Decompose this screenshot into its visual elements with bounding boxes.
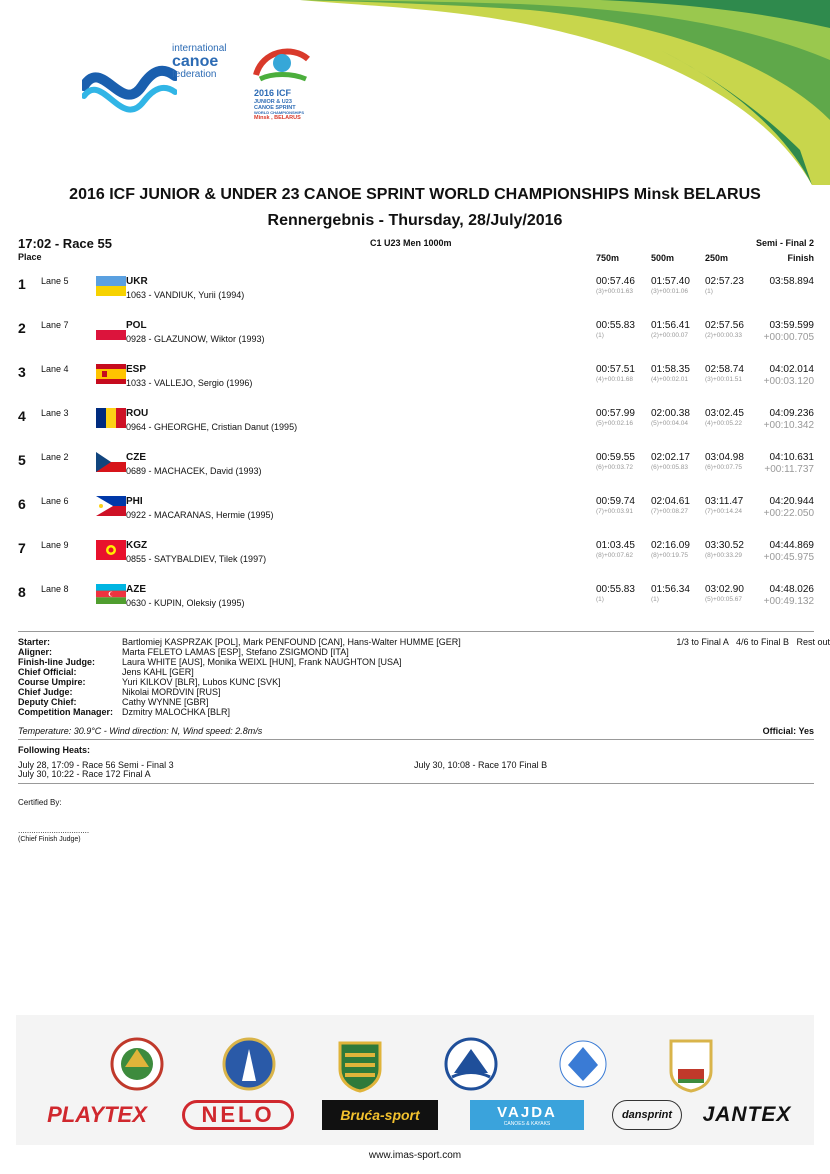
result-athlete: 0928 - GLAZUNOW, Wiktor (1993) (126, 334, 265, 344)
finish (764, 364, 814, 387)
finish (764, 584, 814, 607)
split-250-diff: (4)+00:05.22 (705, 420, 743, 427)
result-place: 3 (18, 364, 26, 380)
country-flag-icon (96, 364, 126, 384)
icf-logo-line3: federation (172, 69, 217, 80)
icf-logo-line1: international (172, 43, 227, 54)
sports-ministry-emblem-icon (556, 1035, 610, 1093)
split-750 (596, 496, 646, 515)
col-header-place: Place (18, 252, 42, 262)
sponsor-vajda-text: VAJDA (497, 1103, 557, 1121)
split-750-time: 00:59.55 (596, 452, 635, 463)
result-country: POL (126, 320, 147, 331)
split-500 (651, 364, 701, 383)
finish-behind: +00:45.975 (763, 552, 814, 563)
split-250 (705, 276, 755, 295)
result-lane: Lane 7 (41, 320, 69, 330)
sponsor-plastex (38, 1100, 156, 1130)
officials-divider (18, 631, 814, 632)
result-place: 7 (18, 540, 26, 556)
federation-emblem-icon (110, 1035, 164, 1093)
sponsor-dansprint (612, 1100, 682, 1130)
heats-divider (18, 739, 814, 740)
finish-time: 03:58.894 (769, 276, 814, 287)
split-750-time: 00:55.83 (596, 320, 635, 331)
country-flag-icon (96, 320, 126, 340)
result-row (18, 538, 814, 578)
icf-wave-icon (82, 46, 177, 126)
split-500-time: 02:16.09 (651, 540, 690, 551)
split-250-diff: (7)+00:14.24 (705, 508, 743, 515)
finish-behind: +00:49.132 (763, 596, 814, 607)
split-500-diff: (6)+00:05.83 (651, 464, 689, 471)
split-750 (596, 408, 646, 427)
official-names: Nikolai MORDVIN [RUS] (122, 687, 221, 697)
sponsor-plastex-text: PLAYTEX (47, 1102, 147, 1127)
split-500-time: 01:57.40 (651, 276, 690, 287)
result-row (18, 406, 814, 446)
split-500 (651, 408, 701, 427)
result-row (18, 318, 814, 358)
weather-info: Temperature: 30.9°C - Wind direction: N, Wind speed: 2.8m/s (18, 726, 263, 736)
result-lane: Lane 3 (41, 408, 69, 418)
sponsor-nelo-text: NELO (201, 1102, 275, 1127)
icf-logo (82, 40, 242, 130)
split-500-time: 01:56.34 (651, 584, 690, 595)
split-500-diff: (5)+00:04.04 (651, 420, 689, 427)
finish-behind: +00:00.705 (763, 332, 814, 343)
split-500-diff: (1) (651, 596, 659, 603)
result-athlete: 0855 - SATYBALDIEV, Tilek (1997) (126, 554, 267, 564)
certified-divider (18, 783, 814, 784)
sponsor-vajda (470, 1100, 584, 1130)
split-750-time: 01:03.45 (596, 540, 635, 551)
split-750-time: 00:59.74 (596, 496, 635, 507)
result-country: AZE (126, 584, 146, 595)
following-heat-1: July 28, 17:09 - Race 56 Semi - Final 3 (18, 760, 174, 770)
split-500 (651, 276, 701, 295)
result-athlete: 0630 - KUPIN, Oleksiy (1995) (126, 598, 245, 608)
split-250 (705, 540, 755, 559)
canoe-federation-emblem-icon (444, 1035, 498, 1093)
result-row (18, 450, 814, 490)
split-500-time: 02:02.17 (651, 452, 690, 463)
official-names: Marta FELETO LAMAS [ESP], Stefano ZSIGMOND [ITA] (122, 647, 349, 657)
officials-list (18, 637, 814, 717)
split-250-time: 02:58.74 (705, 364, 744, 375)
result-place: 8 (18, 584, 26, 600)
official-role: Chief Official: (18, 667, 77, 677)
result-athlete: 0964 - GHEORGHE, Cristian Danut (1995) (126, 422, 298, 432)
finish (764, 320, 814, 343)
split-750-time: 00:57.51 (596, 364, 635, 375)
split-250 (705, 408, 755, 427)
official-role: Starter: (18, 637, 51, 647)
split-500-time: 02:00.38 (651, 408, 690, 419)
race-time: 17:02 - Race 55 (18, 236, 112, 251)
footer-url: www.imas-sport.com (368, 1150, 462, 1161)
result-country: KGZ (126, 540, 148, 551)
split-500-diff: (7)+00:08.27 (651, 508, 689, 515)
official-role: Finish-line Judge: (18, 657, 96, 667)
split-250-diff: (8)+00:33.29 (705, 552, 743, 559)
sponsor-jantex (702, 1100, 792, 1130)
split-750-diff: (1) (596, 596, 604, 603)
split-750-time: 00:57.46 (596, 276, 635, 287)
result-place: 6 (18, 496, 26, 512)
split-250-diff: (5)+00:05.67 (705, 596, 743, 603)
following-heat-2: July 30, 10:22 - Race 172 Final A (18, 769, 151, 779)
split-500 (651, 496, 701, 515)
official-names: Bartlomiej KASPRZAK [POL], Mark PENFOUND [CAN], Hans-Walter HUMME [GER] (122, 637, 461, 647)
official-status: Official: Yes (762, 726, 814, 736)
split-250 (705, 320, 755, 339)
result-place: 4 (18, 408, 26, 424)
result-lane: Lane 4 (41, 364, 69, 374)
official-role: Deputy Chief: (18, 697, 77, 707)
split-500-diff: (2)+00:00.07 (651, 332, 689, 339)
finish-time: 04:44.869 (769, 540, 814, 551)
official-names: Laura WHITE [AUS], Monika WEIXL [HUN], Frank NAUGHTON [USA] (122, 657, 402, 667)
signature-line: ................................ (18, 826, 90, 835)
result-place: 1 (18, 276, 26, 292)
result-athlete: 0689 - MACHACEK, David (1993) (126, 466, 262, 476)
col-header-500: 500m (651, 253, 675, 263)
finish-time: 04:09.236 (769, 408, 814, 419)
champ-logo-line3: CANOE SPRINT (254, 104, 296, 111)
championship-logo (252, 45, 312, 130)
official-row (18, 687, 814, 697)
result-country: UKR (126, 276, 148, 287)
country-flag-icon (96, 452, 126, 472)
split-250-diff: (2)+00:00.33 (705, 332, 743, 339)
finish-time: 04:02.014 (769, 364, 814, 375)
champ-logo-line5: Minsk , BELARUS (254, 115, 301, 122)
country-flag-icon (96, 408, 126, 428)
document-title: 2016 ICF JUNIOR & UNDER 23 CANOE SPRINT WORLD CHAMPIONSHIPS Minsk BELARUS (69, 186, 761, 203)
split-750 (596, 364, 646, 383)
col-header-250: 250m (705, 253, 729, 263)
official-role: Chief Judge: (18, 687, 73, 697)
split-500 (651, 584, 701, 603)
sponsor-vajda-subtext: CANOES & KAYAKS (503, 1120, 551, 1127)
result-row (18, 274, 814, 314)
split-500-time: 01:58.35 (651, 364, 690, 375)
official-role: Course Umpire: (18, 677, 86, 687)
following-heat-3: July 30, 10:08 - Race 170 Final B (414, 760, 548, 770)
split-250-time: 03:02.45 (705, 408, 744, 419)
split-750 (596, 452, 646, 471)
split-250-time: 03:30.52 (705, 540, 744, 551)
result-athlete: 1063 - VANDIUK, Yurii (1994) (126, 290, 245, 300)
finish-time: 04:48.026 (769, 584, 814, 595)
following-heats-title: Following Heats: (18, 745, 90, 755)
document-subtitle: Rennergebnis - Thursday, 28/July/2016 (267, 212, 563, 229)
official-role: Competition Manager: (18, 707, 114, 717)
sponsor-braca-sport-text: Bruća-sport (340, 1107, 420, 1123)
finish-behind: +00:03.120 (763, 376, 814, 387)
split-500-diff: (3)+00:01.06 (651, 288, 689, 295)
official-role: Aligner: (18, 647, 53, 657)
split-250-time: 03:11.47 (705, 496, 744, 507)
col-header-finish: Finish (787, 253, 814, 263)
result-country: CZE (126, 452, 146, 463)
official-names: Yuri KILKOV [BLR], Lubos KUNC [SVK] (122, 677, 281, 687)
split-250 (705, 584, 755, 603)
official-names: Dzmitry MALOCHKA [BLR] (122, 707, 231, 717)
champ-logo-line4: WORLD CHAMPIONSHIPS (254, 109, 304, 115)
split-750-time: 00:55.83 (596, 584, 635, 595)
col-header-750: 750m (596, 253, 620, 263)
split-250-diff: (3)+00:01.51 (705, 376, 743, 383)
country-flag-icon (96, 276, 126, 296)
official-row (18, 667, 814, 677)
olympic-committee-emblem-icon (664, 1035, 718, 1093)
champ-logo-line1: 2016 ICF (254, 88, 292, 98)
race-phase: Semi - Final 2 (755, 238, 814, 248)
split-500-time: 01:56.41 (651, 320, 690, 331)
result-row (18, 494, 814, 534)
result-row (18, 582, 814, 622)
split-750 (596, 584, 646, 603)
split-250 (705, 496, 755, 515)
race-header (18, 236, 814, 264)
finish-behind: +00:11.737 (764, 464, 814, 475)
qualification-rule: 1/3 to Final A 4/6 to Final B Rest out (676, 637, 830, 647)
split-750 (596, 320, 646, 339)
result-lane: Lane 6 (41, 496, 69, 506)
split-500 (651, 452, 701, 471)
country-flag-icon (96, 496, 126, 516)
split-750 (596, 540, 646, 559)
paddler-icon (252, 45, 312, 87)
sponsor-jantex-text: JANTEX (702, 1103, 792, 1126)
chief-judge-caption: (Chief Finish Judge) (18, 836, 81, 843)
result-lane: Lane 2 (41, 452, 69, 462)
split-250-time: 02:57.56 (705, 320, 744, 331)
split-250-time: 02:57.23 (705, 276, 744, 287)
split-750-time: 00:57.99 (596, 408, 635, 419)
certified-label: Certified By: (18, 798, 62, 807)
split-500-diff: (4)+00:02.01 (651, 376, 689, 383)
finish-behind: +00:10.342 (763, 420, 814, 431)
icf-logo-line2: canoe (172, 53, 219, 70)
split-500-time: 02:04.61 (651, 496, 690, 507)
result-country: ROU (126, 408, 149, 419)
split-750-diff: (5)+00:02.16 (596, 420, 634, 427)
result-athlete: 1033 - VALLEJO, Sergio (1996) (126, 378, 253, 388)
split-500 (651, 540, 701, 559)
split-250-time: 03:02.90 (705, 584, 744, 595)
race-event: C1 U23 Men 1000m (370, 238, 452, 248)
split-750-diff: (7)+00:03.91 (596, 508, 634, 515)
finish-behind: +00:22.050 (763, 508, 814, 519)
official-row (18, 697, 814, 707)
champ-logo-line2: JUNIOR & U23 (254, 98, 292, 105)
split-750-diff: (6)+00:03.72 (596, 464, 634, 471)
split-250-diff: (6)+00:07.75 (705, 464, 743, 471)
sponsor-nelo (182, 1100, 294, 1130)
result-lane: Lane 8 (41, 584, 69, 594)
sponsor-braca-sport (322, 1100, 438, 1130)
result-place: 5 (18, 452, 26, 468)
finish (764, 452, 814, 475)
split-250-time: 03:04.98 (705, 452, 744, 463)
sponsor-dansprint-text: dansprint (621, 1109, 673, 1121)
split-500 (651, 320, 701, 339)
finish (764, 496, 814, 519)
country-flag-icon (96, 540, 126, 560)
split-750-diff: (1) (596, 332, 604, 339)
result-country: PHI (126, 496, 143, 507)
official-names: Jens KAHL [GER] (122, 667, 194, 677)
split-250 (705, 364, 755, 383)
result-lane: Lane 9 (41, 540, 69, 550)
result-country: ESP (126, 364, 147, 375)
minsk-emblem-icon (222, 1035, 276, 1093)
result-row (18, 362, 814, 402)
official-row (18, 657, 814, 667)
region-coat-of-arms-icon (333, 1035, 387, 1093)
split-750 (596, 276, 646, 295)
split-250 (705, 452, 755, 471)
result-place: 2 (18, 320, 26, 336)
finish (764, 540, 814, 563)
finish (764, 408, 814, 431)
split-500-diff: (8)+00:19.75 (651, 552, 689, 559)
split-750-diff: (8)+00:07.62 (596, 552, 634, 559)
split-250-diff: (1) (705, 288, 713, 295)
finish-time: 04:20.944 (769, 496, 814, 507)
finish-time: 04:10.631 (769, 452, 814, 463)
official-names: Cathy WYNNE [GBR] (122, 697, 209, 707)
country-flag-icon (96, 584, 126, 604)
finish-time: 03:59.599 (769, 320, 814, 331)
official-row (18, 677, 814, 687)
result-lane: Lane 5 (41, 276, 69, 286)
result-athlete: 0922 - MACARANAS, Hermie (1995) (126, 510, 274, 520)
official-row (18, 707, 814, 717)
split-750-diff: (3)+00:01.63 (596, 288, 634, 295)
split-750-diff: (4)+00:01.68 (596, 376, 634, 383)
finish (770, 276, 815, 288)
official-row (18, 647, 814, 657)
